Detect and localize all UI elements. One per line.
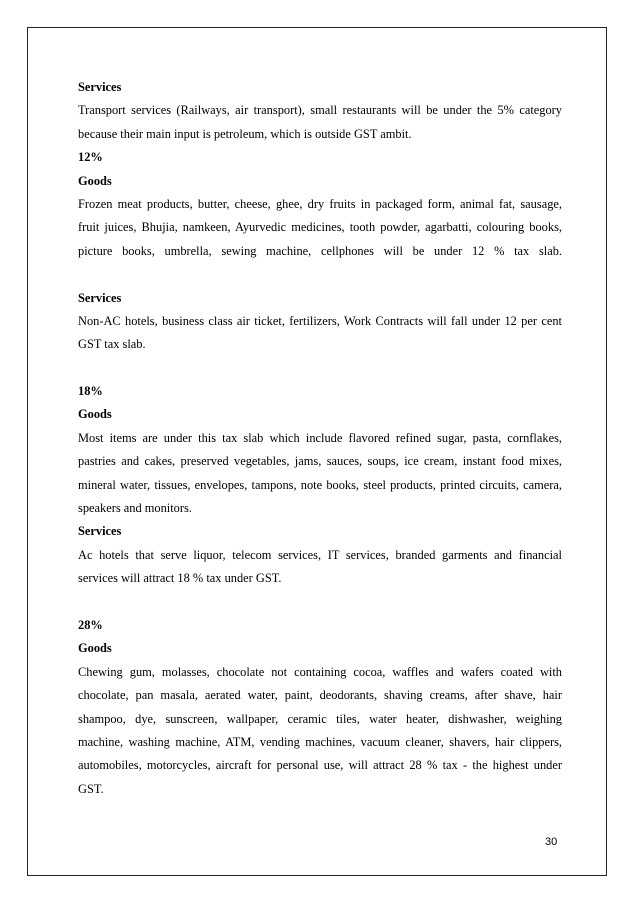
paragraph-line: chocolate, pan masala, aerated water, paint, deodorants, shaving creams, after shave, hair bbox=[78, 688, 562, 703]
paragraph-line: machine, washing machine, ATM, vending machines, vacuum cleaner, shavers, hair clippers, bbox=[78, 734, 562, 749]
rate-heading-12: 12% bbox=[78, 150, 103, 165]
section-gap bbox=[78, 591, 562, 614]
goods-heading: Goods bbox=[78, 407, 112, 422]
paragraph-line: Transport services (Railways, air transport), small restaurants will be under the 5% category bbox=[78, 103, 562, 118]
section-gap bbox=[78, 263, 562, 286]
paragraph-line: Non-AC hotels, business class air ticket, fertilizers, Work Contracts will fall under 12 per cent bbox=[78, 313, 562, 328]
paragraph-line: GST tax slab. bbox=[78, 337, 146, 352]
rate-heading-28: 28% bbox=[78, 617, 103, 632]
goods-heading: Goods bbox=[78, 641, 112, 656]
paragraph-line: shampoo, dye, sunscreen, wallpaper, ceramic tiles, water heater, dishwasher, weighing bbox=[78, 711, 562, 726]
section-gap bbox=[78, 357, 562, 380]
document-body bbox=[78, 76, 562, 801]
paragraph-line: Chewing gum, molasses, chocolate not containing cocoa, waffles and wafers coated with bbox=[78, 664, 562, 679]
paragraph-line: speakers and monitors. bbox=[78, 501, 192, 516]
paragraph-line: Frozen meat products, butter, cheese, ghee, dry fruits in packaged form, animal fat, sausage, bbox=[78, 196, 562, 211]
paragraph-line: services will attract 18 % tax under GST. bbox=[78, 571, 282, 586]
services-heading: Services bbox=[78, 80, 122, 94]
paragraph-line: pastries and cakes, preserved vegetables, jams, sauces, soups, ice cream, instant food mixes, bbox=[78, 454, 562, 469]
rate-heading-18: 18% bbox=[78, 384, 103, 399]
paragraph-line: because their main input is petroleum, which is outside GST ambit. bbox=[78, 126, 412, 141]
services-heading: Services bbox=[78, 524, 122, 539]
paragraph-line: fruit juices, Bhujia, namkeen, Ayurvedic medicines, tooth powder, agarbatti, colouring books, bbox=[78, 220, 562, 235]
paragraph-line: GST. bbox=[78, 781, 104, 796]
paragraph-line: automobiles, motorcycles, aircraft for personal use, will attract 28 % tax - the highest under bbox=[78, 758, 562, 773]
paragraph-line: mineral water, tissues, envelopes, tampons, note books, steel products, printed circuits, camera, bbox=[78, 477, 562, 492]
page-number: 30 bbox=[545, 836, 558, 848]
paragraph-line: Most items are under this tax slab which include flavored refined sugar, pasta, cornflakes, bbox=[78, 430, 562, 445]
services-heading: Services bbox=[78, 290, 122, 305]
goods-heading: Goods bbox=[78, 173, 112, 188]
paragraph-line: Ac hotels that serve liquor, telecom services, IT services, branded garments and financial bbox=[78, 547, 562, 562]
paragraph-line: picture books, umbrella, sewing machine, cellphones will be under 12 % tax slab. bbox=[78, 243, 562, 258]
